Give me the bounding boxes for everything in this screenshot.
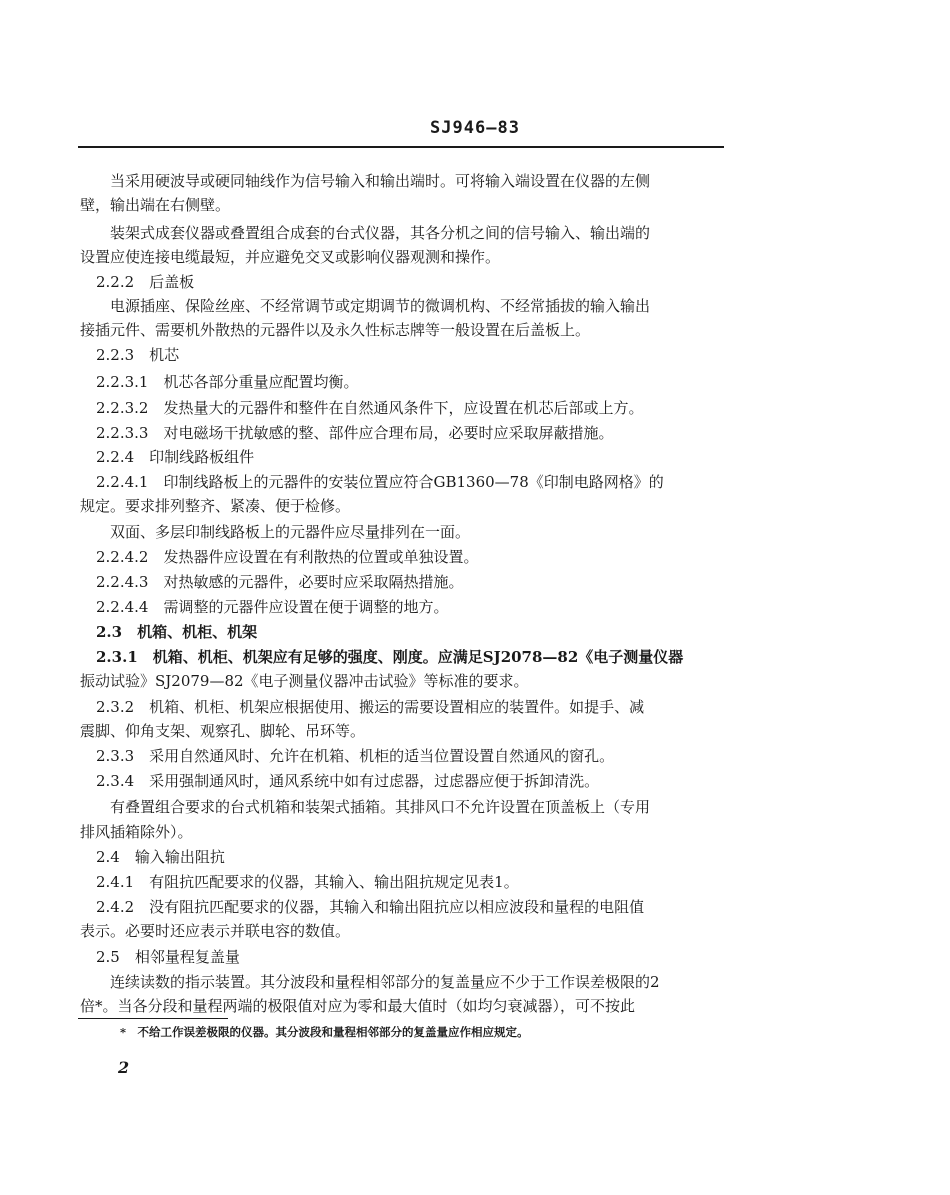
- text-line: 2.3.2 机箱、机柜、机架应根据使用、搬运的需要设置相应的装置件。如提手、减: [96, 698, 645, 716]
- text-line: 2.3.4 采用强制通风时，通风系统中如有过虑器，过虑器应便于拆卸清洗。: [96, 772, 600, 790]
- text-line: 2.4.2 没有阻抗匹配要求的仪器，其输入和输出阻抗应以相应波段和量程的电阻值: [96, 898, 645, 916]
- text-line: 设置应使连接电缆最短，并应避免交叉或影响仪器观测和操作。: [80, 248, 501, 266]
- text-line: 表示。必要时还应表示并联电容的数值。: [80, 922, 351, 940]
- footnote-rule: [78, 1018, 228, 1019]
- section-heading: 2.5 相邻量程复盖量: [96, 948, 240, 966]
- text-line: 2.2.4.1 印制线路板上的元器件的安装位置应符合GB1360—78《印制电路网格》的: [96, 473, 664, 491]
- text-line: 倍*。当各分段和量程两端的极限值对应为零和最大值时（如均匀衰减器），可不按此: [80, 997, 636, 1015]
- text-line: 2.2.3.3 对电磁场干扰敏感的整、部件应合理布局，必要时应采取屏蔽措施。: [96, 424, 614, 442]
- text-line: 振动试验》SJ2079—82《电子测量仪器冲击试验》等标准的要求。: [80, 672, 529, 690]
- text-line: 壁，输出端在右侧壁。: [80, 196, 231, 214]
- text-line: 双面、多层印制线路板上的元器件应尽量排列在一面。: [110, 523, 471, 541]
- text-line: 有叠置组合要求的台式机箱和装架式插箱。其排风口不允许设置在顶盖板上（专用: [110, 798, 651, 816]
- text-line: 接插元件、需要机外散热的元器件以及永久性标志牌等一般设置在后盖板上。: [80, 321, 591, 339]
- section-heading: 2.2.2 后盖板: [96, 273, 195, 291]
- standard-number: SJ946—83: [430, 118, 520, 138]
- header-rule: [78, 146, 724, 148]
- text-line: 2.2.4.4 需调整的元器件应设置在便于调整的地方。: [96, 598, 449, 616]
- text-line: 当采用硬波导或硬同轴线作为信号输入和输出端时。可将输入端设置在仪器的左侧: [110, 172, 651, 190]
- footnote: * 不给工作误差极限的仪器。其分波段和量程相邻部分的复盖量应作相应规定。: [120, 1025, 529, 1039]
- text-line: 2.2.4.2 发热器件应设置在有利散热的位置或单独设置。: [96, 548, 479, 566]
- text-line: 2.3.3 采用自然通风时、允许在机箱、机柜的适当位置设置自然通风的窗孔。: [96, 747, 615, 765]
- text-line: 排风插箱除外）。: [80, 823, 193, 841]
- text-line: 2.2.3.1 机芯各部分重量应配置均衡。: [96, 373, 359, 391]
- section-heading: 2.2.4 印制线路板组件: [96, 448, 255, 466]
- text-line: 2.3.1 机箱、机柜、机架应有足够的强度、刚度。应满足SJ2078—82《电子测量仪器: [96, 648, 684, 666]
- page-number: 2: [118, 1058, 130, 1077]
- section-heading: 2.3 机箱、机柜、机架: [96, 623, 258, 641]
- text-line: 连续读数的指示装置。其分波段和量程相邻部分的复盖量应不少于工作误差极限的2: [110, 973, 660, 991]
- text-line: 震脚、仰角支架、观察孔、脚轮、吊环等。: [80, 722, 366, 740]
- text-line: 2.2.4.3 对热敏感的元器件，必要时应采取隔热措施。: [96, 573, 464, 591]
- text-line: 电源插座、保险丝座、不经常调节或定期调节的微调机构、不经常插拔的输入输出: [110, 297, 651, 315]
- text-line: 2.2.3.2 发热量大的元器件和整件在自然通风条件下，应设置在机芯后部或上方。: [96, 399, 644, 417]
- text-line: 规定。要求排列整齐、紧凑、便于检修。: [80, 497, 351, 515]
- text-line: 2.4.1 有阻抗匹配要求的仪器，其输入、输出阻抗规定见表1。: [96, 873, 519, 891]
- section-heading: 2.2.3 机芯: [96, 346, 180, 364]
- text-line: 装架式成套仪器或叠置组合成套的台式仪器，其各分机之间的信号输入、输出端的: [110, 224, 651, 242]
- section-heading: 2.4 输入输出阻抗: [96, 848, 225, 866]
